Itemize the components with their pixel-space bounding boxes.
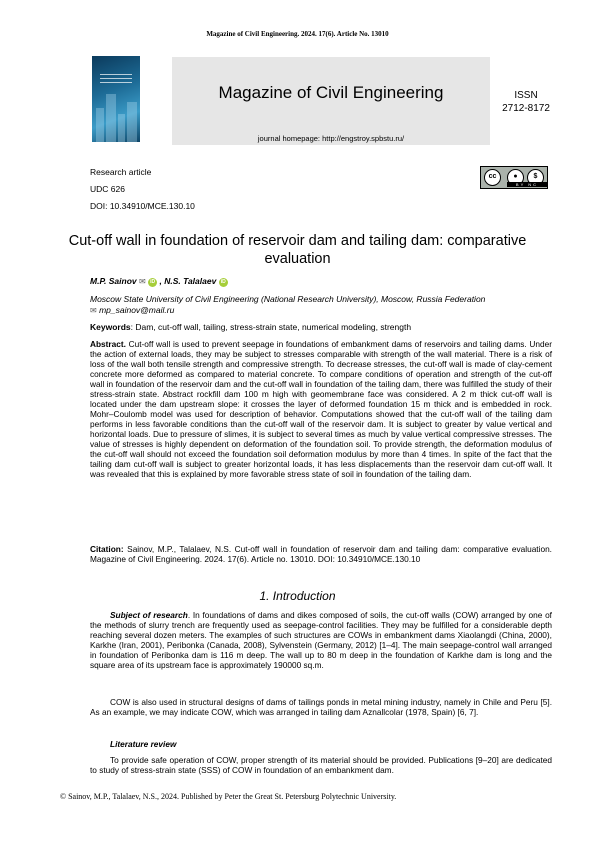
journal-title: Magazine of Civil Engineering	[218, 83, 444, 102]
citation-label: Citation:	[90, 544, 124, 554]
orcid-icon[interactable]: iD	[150, 279, 156, 285]
cc-license-badge[interactable]	[480, 166, 548, 189]
keywords	[90, 322, 560, 332]
author-separator: ,	[159, 276, 162, 286]
udc-code: UDC 626	[90, 184, 125, 194]
keywords-text: : Dam, cut-off wall, tailing, stress-strain state, numerical modeling, strength	[130, 322, 412, 332]
intro-text: . In foundations of dams and dikes composed of soils, the cut-off walls (COW) arranged by one of the methods of slurry trench are frequently used as seepage-control facilities. They may be fulfilled for a considerable depth reaching several dozen meters. The examples of such structures are COWs in embankment dams Xiaolangdi (China, 2000), Karkhe (Iran, 2001), Peribonka (Canada, 2008), Sylvenstein (Germany, 2012) [1–4]. The main seepage-control wall arranged in foundation of Peribonka dam is 116 m deep. The wall up to 80 m deep in the foundation of Karkhe dam is long and the square area of its upstream face is approximately 190000 sq.m.	[90, 610, 552, 670]
article-doi[interactable]: DOI: 10.34910/MCE.130.10	[90, 201, 195, 211]
intro-paragraph: COW is also used in structural designs of dams of tailings ponds in metal mining industry, namely in Chile and Peru [5]. As an example, we may indicate COW, which was arranged in tailing dam Aznallcolar (1978, Spain) [6, 7].	[90, 697, 552, 717]
journal-banner	[172, 57, 490, 145]
abstract-text: Cut-off wall is used to prevent seepage in foundations of embankment dams of reservoirs and tailing dams. Under the action of external loads, they may be subject to stresses comparable with strength of the wall material. There is a risk of loss of the wall both tensile strength and compressive strength. To decrease stresses, the cut-off wall is made of clay-cement concrete more deformed as compared to material concrete. To compare conditions of operation and strength of the cut-off wall in foundation of the reservoir dam and the cut-off wall in foundation of the tailing dam, there was fulfilled the study of their stress-strain state. Abstract rockfill dam 100 m high with geomembrane face was considered. A 2 m thick cut-off wall is located under the dam upstream slope: it crosses the layer of deformed foundation 15 m thick and is embedded in rock. Mohr–Coulomb model was used for description of behavior. Computations showed that the cut-off wall of the tailing dam performs in less favorable conditions than the cut-off wall of the reservoir dam. It is subject to greater by value vertical and horizontal loads. Due to pressure of slimes, it is subject to several times as much by value vertical compressive stresses. The value of stresses is highly dependent on deformation of the foundation soil. To provide strength, the deformation modulus of the cut-off wall should not exceed the foundation soil deformation modulus by more than 4 times. In spite of the fact that the tailing dam cut-off wall is subject to greater horizontal loads, it has less displacements than the reservoir dam cut-off wall. It was revealed that this is explained by more favorable stress state of soil in foundation of the tailing dam.	[90, 339, 552, 479]
journal-reference: Magazine of Civil Engineering. 2024. 17(6). Article No. 13010	[206, 30, 389, 38]
abstract-label: Abstract.	[90, 339, 126, 349]
noncommercial-icon: $	[527, 169, 544, 186]
orcid-icon[interactable]: iD	[220, 279, 226, 285]
cc-nc-label: NC	[528, 182, 539, 187]
journal-homepage[interactable]: journal homepage: http://engstroy.spbstu.ru/	[257, 134, 405, 143]
copyright-footer: © Sainov, M.P., Talalaev, N.S., 2024. Published by Peter the Great St. Petersburg Polytechnic University.	[60, 792, 397, 801]
affiliation: Moscow State University of Civil Engineering (National Research University), Moscow, Russia Federation	[90, 294, 486, 304]
mail-icon: ✉	[90, 306, 97, 315]
issn-number: 2712-8172	[502, 103, 550, 114]
literature-review-heading: Literature review	[110, 739, 177, 749]
abstract	[90, 339, 552, 479]
corresponding-email[interactable]: mp_sainov@mail.ru	[99, 305, 175, 315]
citation-text: Sainov, M.P., Talalaev, N.S. Cut-off wall in foundation of reservoir dam and tailing dam: comparative evaluation. Magazine of Civil Engineering. 2024. 17(6). Article no. 13010. DOI: 10.34910/MCE.130.10	[90, 544, 552, 564]
cc-by-label: BY	[515, 182, 526, 187]
journal-cover-image	[92, 56, 140, 142]
issn-label: ISSN	[514, 90, 538, 101]
author-line	[90, 276, 228, 287]
section-heading: 1. Introduction	[259, 589, 336, 603]
cc-label-bar	[507, 182, 547, 187]
cc-icon: cc	[484, 169, 501, 186]
attribution-icon: ●	[507, 169, 524, 186]
intro-paragraph: To provide safe operation of COW, proper strength of its material should be provided. Publications [9–20] are dedicated to study of stress-strain state (SSS) of COW in foundation of an embankment dam.	[90, 755, 552, 775]
intro-paragraph	[90, 610, 552, 670]
subject-heading: Subject of research	[110, 610, 188, 620]
mail-icon[interactable]: ✉	[138, 277, 146, 286]
citation	[90, 544, 552, 564]
issn-block	[494, 89, 558, 115]
keywords-label: Keywords	[90, 322, 131, 332]
article-title: Cut-off wall in foundation of reservoir dam and tailing dam: comparative evaluation	[68, 233, 527, 267]
article-type: Research article	[90, 167, 152, 177]
author-name: N.S. Talalaev	[164, 276, 217, 286]
author-name: M.P. Sainov	[90, 276, 137, 286]
affiliation-block	[90, 294, 560, 316]
